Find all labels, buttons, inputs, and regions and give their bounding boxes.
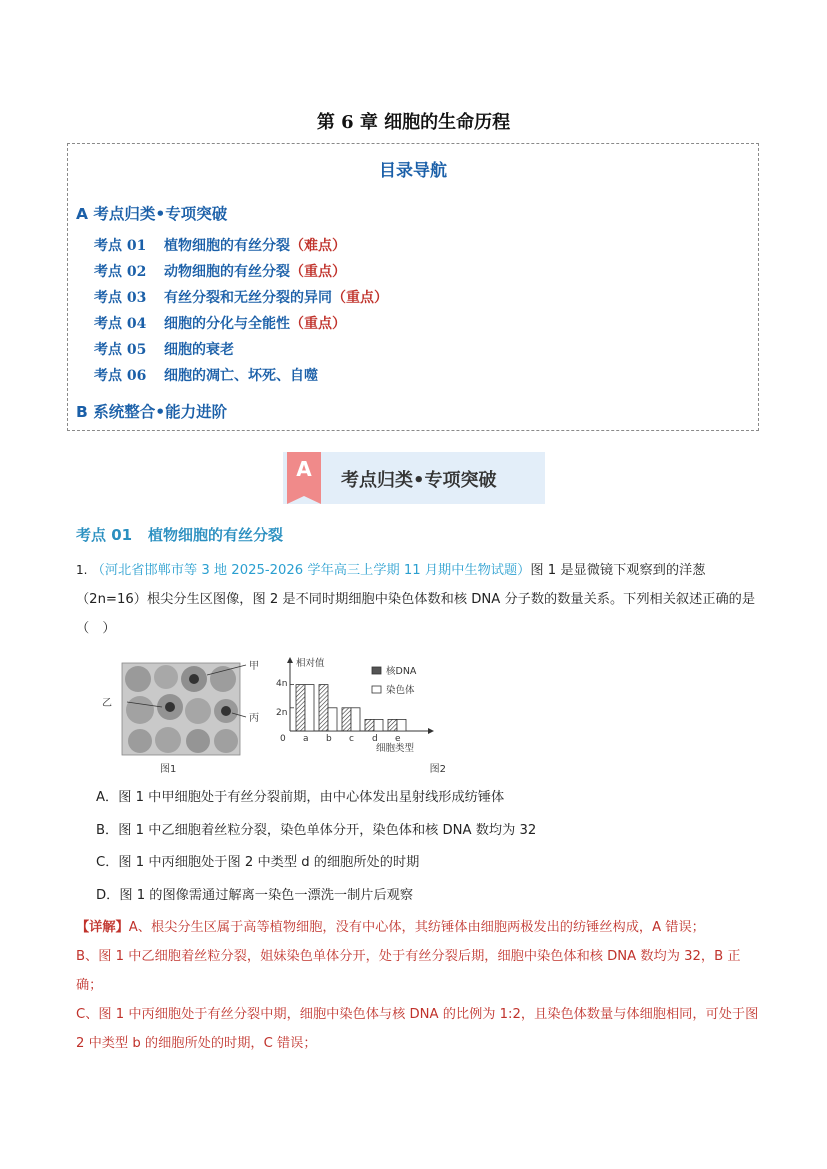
toc-item-num: 考点 02 (94, 264, 147, 280)
bar-chromosome (374, 719, 383, 731)
y-tick-label: 0 (280, 734, 286, 744)
toc-item-num: 考点 04 (94, 316, 147, 332)
toc-item-tag: （重点） (290, 264, 346, 280)
toc-item[interactable] (94, 313, 346, 333)
y-axis-arrow (287, 657, 293, 663)
x-tick-label: c (349, 734, 354, 744)
option-d: D．图 1 的图像需通过解离一染色一漂洗一制片后观察 (96, 888, 414, 903)
toc-item-num: 考点 03 (94, 290, 147, 306)
toc-item-text: 植物细胞的有丝分裂 (164, 238, 290, 254)
toc-item-tag: （重点） (332, 290, 388, 306)
cell (126, 696, 154, 724)
y-tick-label: 2n (276, 708, 288, 718)
fig2-caption: 图2 (429, 764, 446, 775)
label-jia: 甲 (249, 661, 259, 672)
banner-text: 考点归类•专项突破 (341, 470, 497, 491)
answer-line-c: C、图 1 中丙细胞处于有丝分裂中期，细胞中染色体与核 DNA 的比例为 1:2，且染色体数量与体细胞相同，可处于图 2 中类型 b 的细胞所处的时期，C 错误； (76, 1007, 759, 1051)
toc-item[interactable] (94, 261, 346, 281)
toc-item-tag: （难点） (290, 238, 346, 254)
x-tick-label: a (303, 734, 309, 744)
toc-item[interactable] (94, 287, 388, 307)
cell (155, 727, 181, 753)
legend-label-chromosome: 染色体 (386, 685, 415, 696)
toc-item-text: 细胞的凋亡、坏死、自噬 (164, 368, 318, 384)
toc-section-b[interactable]: B 系统整合•能力进阶 (76, 403, 228, 421)
chromatin (165, 702, 175, 712)
option-a: A．图 1 中甲细胞处于有丝分裂前期，由中心体发出星射线形成纺锤体 (96, 790, 505, 805)
cell (128, 729, 152, 753)
toc-item-text: 有丝分裂和无丝分裂的异同 (164, 290, 332, 306)
x-axis-arrow (428, 728, 434, 734)
toc-item[interactable] (94, 339, 234, 359)
bar-chromosome (351, 708, 360, 731)
x-tick-label: d (372, 734, 378, 744)
label-yi: 乙 (102, 698, 112, 709)
question-number: 1. (76, 563, 88, 577)
bar-dna (319, 685, 328, 731)
toc-item-num: 考点 06 (94, 368, 147, 384)
chromatin (189, 674, 199, 684)
toc-item-text: 细胞的分化与全能性 (164, 316, 290, 332)
cell (185, 698, 211, 724)
question-stem-rest: （2n=16）根尖分生区图像，图 2 是不同时期细胞中染色体数和核 DNA 分子数的数量关系。下列相关叙述正确的是（ ） (76, 592, 756, 636)
cell (154, 665, 178, 689)
toc-item-tag: （重点） (290, 316, 346, 332)
label-bing: 丙 (249, 713, 259, 724)
bar-chromosome (328, 708, 337, 731)
kp01-text: 植物细胞的有丝分裂 (148, 526, 284, 544)
option-c: C．图 1 中丙细胞处于图 2 中类型 d 的细胞所处的时期 (96, 855, 420, 870)
cell (186, 729, 210, 753)
banner-badge-tail (287, 496, 321, 504)
section-banner (283, 452, 545, 504)
toc-box (67, 143, 759, 431)
x-tick-label: e (395, 734, 401, 744)
bar-chromosome (397, 719, 406, 731)
kp01-num: 考点 01 (76, 526, 133, 544)
toc-item[interactable] (94, 235, 346, 255)
cell (125, 666, 151, 692)
toc-item-num: 考点 01 (94, 238, 147, 254)
x-axis-label: 细胞类型 (376, 743, 415, 754)
question-stem-first: 图 1 是显微镜下观察到的洋葱 (530, 563, 706, 578)
cell (210, 666, 236, 692)
fig1-caption: 图1 (160, 764, 177, 775)
question-source: （河北省邯郸市等 3 地 2025-2026 学年高三上学期 11 月期中生物试题） (91, 563, 531, 578)
x-tick-label: b (326, 734, 332, 744)
bar-dna (342, 708, 351, 731)
kp01-heading (76, 524, 283, 545)
bar-chromosome (305, 685, 314, 731)
toc-item-num: 考点 05 (94, 342, 147, 358)
bar-dna (388, 719, 397, 731)
cell (214, 729, 238, 753)
figures (100, 655, 460, 775)
y-tick-label: 4n (276, 679, 288, 689)
legend-swatch-chromosome (372, 686, 381, 693)
answer-explanation (76, 913, 766, 1058)
answer-line-b: B、图 1 中乙细胞着丝粒分裂，姐妹染色单体分开，处于有丝分裂后期，细胞中染色体和核 DNA 数均为 32，B 正确； (76, 949, 741, 993)
answer-label: 【详解】 (76, 920, 129, 935)
toc-section-a[interactable]: A 考点归类•专项突破 (76, 205, 228, 223)
fig1-micrograph (102, 660, 259, 775)
answer-line-a: A、根尖分生区属于高等植物细胞，没有中心体，其纺锤体由细胞两极发出的纺锤丝构成，A 错误； (128, 920, 705, 935)
y-axis-label: 相对值 (296, 658, 325, 669)
toc-item-text: 动物细胞的有丝分裂 (164, 264, 290, 280)
toc-item-text: 细胞的衰老 (164, 342, 234, 358)
fig2-chart (276, 657, 446, 775)
legend-label-dna: 核DNA (386, 666, 417, 677)
question-stem (76, 556, 758, 643)
bar-dna (296, 685, 305, 731)
legend-swatch-dna (372, 667, 381, 674)
banner-badge: A (287, 452, 321, 496)
bar-dna (365, 719, 374, 731)
toc-item[interactable] (94, 365, 318, 385)
option-b: B．图 1 中乙细胞着丝粒分裂，染色单体分开，染色体和核 DNA 数均为 32 (96, 823, 537, 838)
chapter-title: 第 6 章 细胞的生命历程 (316, 112, 511, 133)
toc-heading: 目录导航 (379, 161, 447, 181)
chromatin (221, 706, 231, 716)
